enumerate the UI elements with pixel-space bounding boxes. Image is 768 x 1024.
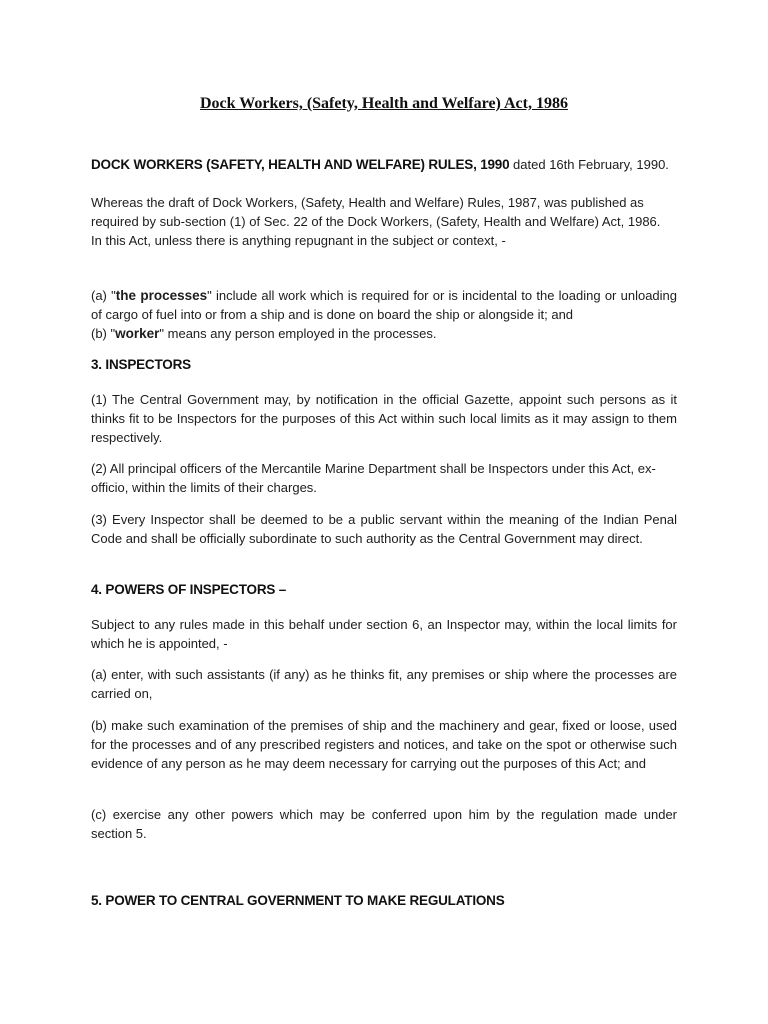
rules-heading: [91, 155, 677, 174]
definition-a-prefix: (a) ": [91, 288, 116, 303]
section-3-paragraph-3: (3) Every Inspector shall be deemed to be a public servant within the meaning of the Indian Penal Code and shall be officially subordinate to such authority as the Central Government may direct.: [91, 512, 677, 546]
definition-a-term: the processes: [115, 288, 208, 303]
whereas-text: Whereas the draft of Dock Workers, (Safety, Health and Welfare) Rules, 1987, was published as required by sub-section (1) of Sec. 22 of the Dock Workers, (Safety, Health and Welfare) Act, 1986.: [91, 195, 661, 229]
section-4-item-c: (c) exercise any other powers which may be conferred upon him by the regulation made under section 5.: [91, 807, 677, 841]
section-4-item-b: (b) make such examination of the premises of ship and the machinery and gear, fixed or loose, used for the processes and of any prescribed registers and notices, and take on the spot or otherwise such evidence of any person as he may deem necessary for carrying out the purposes of this Act; and: [91, 718, 677, 771]
definition-b-text: " means any person employed in the processes.: [159, 326, 437, 341]
section-3-heading: 3. INSPECTORS: [91, 357, 191, 372]
definition-b-prefix: (b) ": [91, 326, 116, 341]
document-title: Dock Workers, (Safety, Health and Welfare) Act, 1986: [200, 95, 568, 112]
section-4-intro: Subject to any rules made in this behalf under section 6, an Inspector may, within the local limits for which he is appointed, -: [91, 617, 677, 651]
whereas-paragraph: [91, 193, 681, 250]
section-4-item-a: (a) enter, with such assistants (if any) as he thinks fit, any premises or ship where the processes are carried on,: [91, 667, 677, 701]
definition-b-term: worker: [115, 326, 160, 341]
section-3-paragraph-2: (2) All principal officers of the Mercantile Marine Department shall be Inspectors under this Act, ex-officio, within the limits of their charges.: [91, 461, 656, 495]
section-3-paragraph-1: (1) The Central Government may, by notification in the official Gazette, appoint such persons as it thinks fit to be Inspectors for the purposes of this Act within such local limits as it may assign to them respectively.: [91, 392, 677, 445]
section-4-heading: 4. POWERS OF INSPECTORS –: [91, 582, 287, 597]
in-this-act-text: In this Act, unless there is anything repugnant in the subject or context, -: [91, 233, 506, 248]
section-5-heading: 5. POWER TO CENTRAL GOVERNMENT TO MAKE REGULATIONS: [91, 893, 505, 908]
definition-a: [91, 286, 677, 324]
definition-a-text: " include all work which is required for or is incidental to the loading or unloading of cargo of fuel into or from a ship and is done on board the ship or alongside it; and: [91, 288, 677, 322]
definition-b: [91, 324, 677, 343]
rules-heading-date: dated 16th February, 1990.: [509, 157, 669, 172]
rules-heading-bold: DOCK WORKERS (SAFETY, HEALTH AND WELFARE) RULES, 1990: [91, 157, 510, 172]
definitions: [91, 286, 677, 343]
